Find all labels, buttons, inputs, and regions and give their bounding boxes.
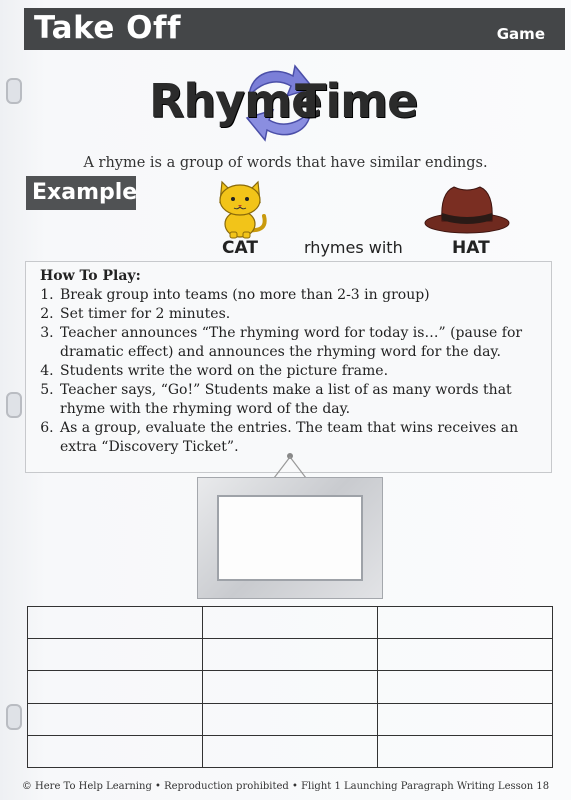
answer-grid xyxy=(27,606,553,768)
binder-hole xyxy=(6,704,22,730)
answer-cell[interactable] xyxy=(28,735,203,767)
picture-frame-writing-area[interactable] xyxy=(217,495,363,581)
example-label: Example xyxy=(26,176,136,210)
answer-cell[interactable] xyxy=(378,735,553,767)
answer-cell[interactable] xyxy=(203,607,378,639)
answer-cell[interactable] xyxy=(28,671,203,703)
answer-cell[interactable] xyxy=(378,703,553,735)
rhyme-time-logo xyxy=(145,58,435,148)
hat-icon xyxy=(424,183,510,235)
instruction-list xyxy=(40,286,541,457)
binder-hole xyxy=(6,392,22,418)
answer-cell[interactable] xyxy=(28,607,203,639)
frame-hanger-icon xyxy=(272,452,308,480)
table-row xyxy=(28,639,553,671)
category-label: Game xyxy=(496,25,545,43)
cat-icon xyxy=(214,180,272,240)
answer-cell[interactable] xyxy=(203,671,378,703)
answer-cell[interactable] xyxy=(28,639,203,671)
how-to-play-box xyxy=(25,261,552,473)
instruction-step: 1. Break group into teams (no more than 2-3 in group) xyxy=(58,286,541,305)
answer-cell[interactable] xyxy=(378,607,553,639)
header-bar xyxy=(24,8,565,50)
answer-cell[interactable] xyxy=(203,735,378,767)
example-rhymes-with: rhymes with xyxy=(304,238,403,257)
logo-word-rhyme: Rhyme xyxy=(149,74,322,128)
instruction-step: 3. Teacher announces “The rhyming word for today is…” (pause for dramatic effect) and announces the rhyming word for the day. xyxy=(58,324,541,362)
table-row xyxy=(28,671,553,703)
page-title: Take Off xyxy=(34,10,181,46)
binder-hole xyxy=(6,78,22,104)
example-word-hat: HAT xyxy=(452,238,490,258)
example-word-cat: CAT xyxy=(222,238,258,258)
answer-cell[interactable] xyxy=(378,671,553,703)
rhyme-definition: A rhyme is a group of words that have similar endings. xyxy=(83,155,488,171)
picture-frame[interactable] xyxy=(197,477,383,599)
instruction-step: 5. Teacher says, “Go!” Students make a list of as many words that rhyme with the rhyming word of the day. xyxy=(58,381,541,419)
answer-cell[interactable] xyxy=(203,703,378,735)
answer-cell[interactable] xyxy=(378,639,553,671)
how-to-play-heading: How To Play: xyxy=(40,268,141,284)
instruction-step: 2. Set timer for 2 minutes. xyxy=(58,305,541,324)
answer-cell[interactable] xyxy=(203,639,378,671)
table-row xyxy=(28,735,553,767)
logo-word-time: Time xyxy=(295,74,418,128)
table-row xyxy=(28,703,553,735)
instruction-step: 6. As a group, evaluate the entries. The team that wins receives an extra “Discovery Ticket”. xyxy=(58,419,541,457)
table-row xyxy=(28,607,553,639)
instruction-step: 4. Students write the word on the picture frame. xyxy=(58,362,541,381)
copyright-footer: © Here To Help Learning • Reproduction prohibited • Flight 1 Launching Paragraph Writing Lesson 18 xyxy=(21,781,550,792)
answer-cell[interactable] xyxy=(28,703,203,735)
